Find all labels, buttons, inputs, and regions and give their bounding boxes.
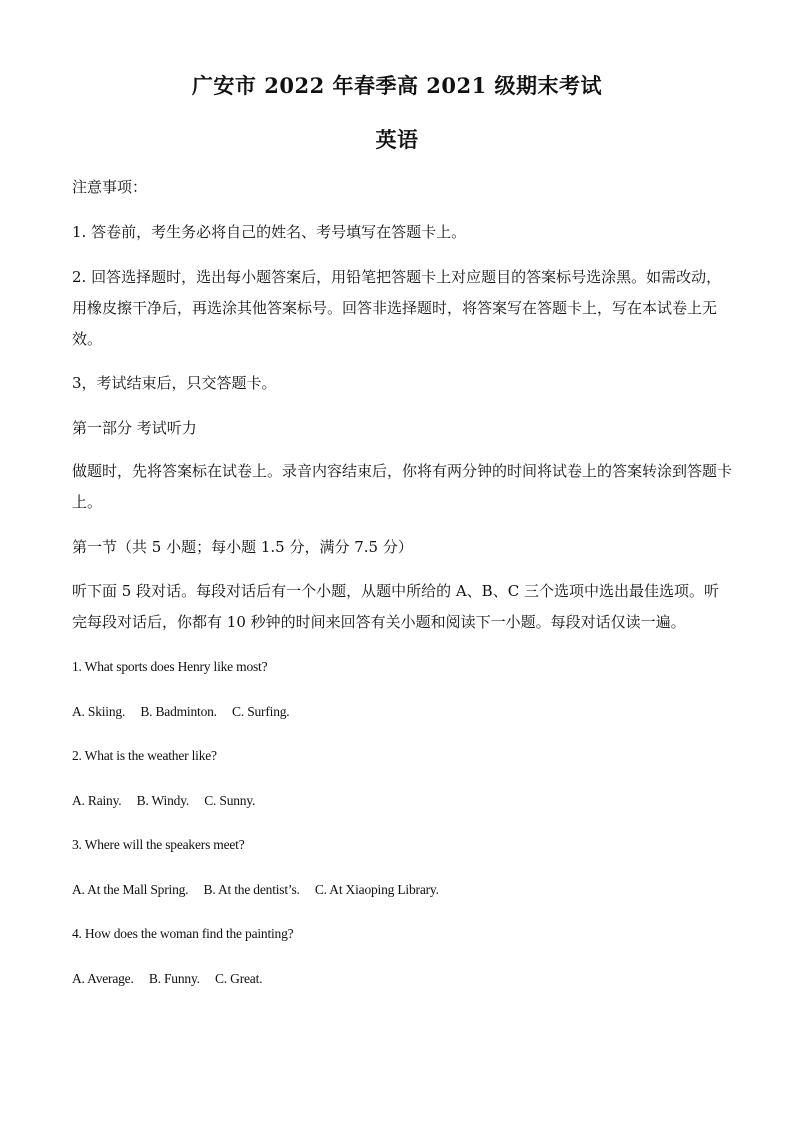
question-2-option-a: A. Rainy. <box>72 793 122 808</box>
section1-heading: 第一节（共 5 小题；每小题 1.5 分，满分 7.5 分） <box>72 538 413 556</box>
question-2-option-b: B. Windy. <box>136 793 190 808</box>
subject-title: 英语 <box>375 127 419 152</box>
question-1-option-b: B. Badminton. <box>140 704 217 719</box>
question-2-options <box>72 791 732 811</box>
question-3-options <box>72 880 732 900</box>
question-1-options <box>72 702 732 722</box>
notice-heading: 注意事项： <box>72 178 148 196</box>
question-1-stem: 1. What sports does Henry like most? <box>72 659 268 674</box>
question-3-option-b: B. At the dentist’s. <box>203 882 300 897</box>
question-2-stem: 2. What is the weather like? <box>72 748 217 763</box>
question-4-option-a: A. Average. <box>72 971 134 986</box>
part1-instruction: 做题时，先将答案标在试卷上。录音内容结束后，你将有两分钟的时间将试卷上的答案转涂到答题卡上。 <box>72 462 733 511</box>
question-4-option-c: C. Great. <box>215 971 263 986</box>
part1-heading: 第一部分 考试听力 <box>72 419 197 437</box>
notice-item-3: 3，考试结束后，只交答题卡。 <box>72 374 277 392</box>
notice-item-1: 1. 答卷前，考生务必将自己的姓名、考号填写在答题卡上。 <box>72 223 467 241</box>
question-3-option-c: C. At Xiaoping Library. <box>314 882 439 897</box>
question-4-options <box>72 969 732 989</box>
section1-instruction: 听下面 5 段对话。每段对话后有一个小题，从题中所给的 A、B、C 三个选项中选出最佳选项。听完每段对话后，你都有 10 秒钟的时间来回答有关小题和阅读下一小题。每段对话仅读一遍。 <box>72 582 719 631</box>
question-4-stem: 4. How does the woman find the painting? <box>72 926 294 941</box>
question-3-stem: 3. Where will the speakers meet? <box>72 837 245 852</box>
question-1-option-c: C. Surfing. <box>232 704 290 719</box>
question-3-option-a: A. At the Mall Spring. <box>72 882 189 897</box>
question-2-option-c: C. Sunny. <box>204 793 256 808</box>
question-4-option-b: B. Funny. <box>148 971 200 986</box>
question-1-option-a: A. Skiing. <box>72 704 126 719</box>
exam-title: 广安市 2022 年春季高 2021 级期末考试 <box>191 73 603 98</box>
notice-item-2: 2. 回答选择题时，选出每小题答案后，用铅笔把答题卡上对应题目的答案标号选涂黑。如需改动，用橡皮擦干净后，再选涂其他答案标号。回答非选择题时，将答案写在答题卡上，写在本试卷上无效。 <box>72 268 722 348</box>
